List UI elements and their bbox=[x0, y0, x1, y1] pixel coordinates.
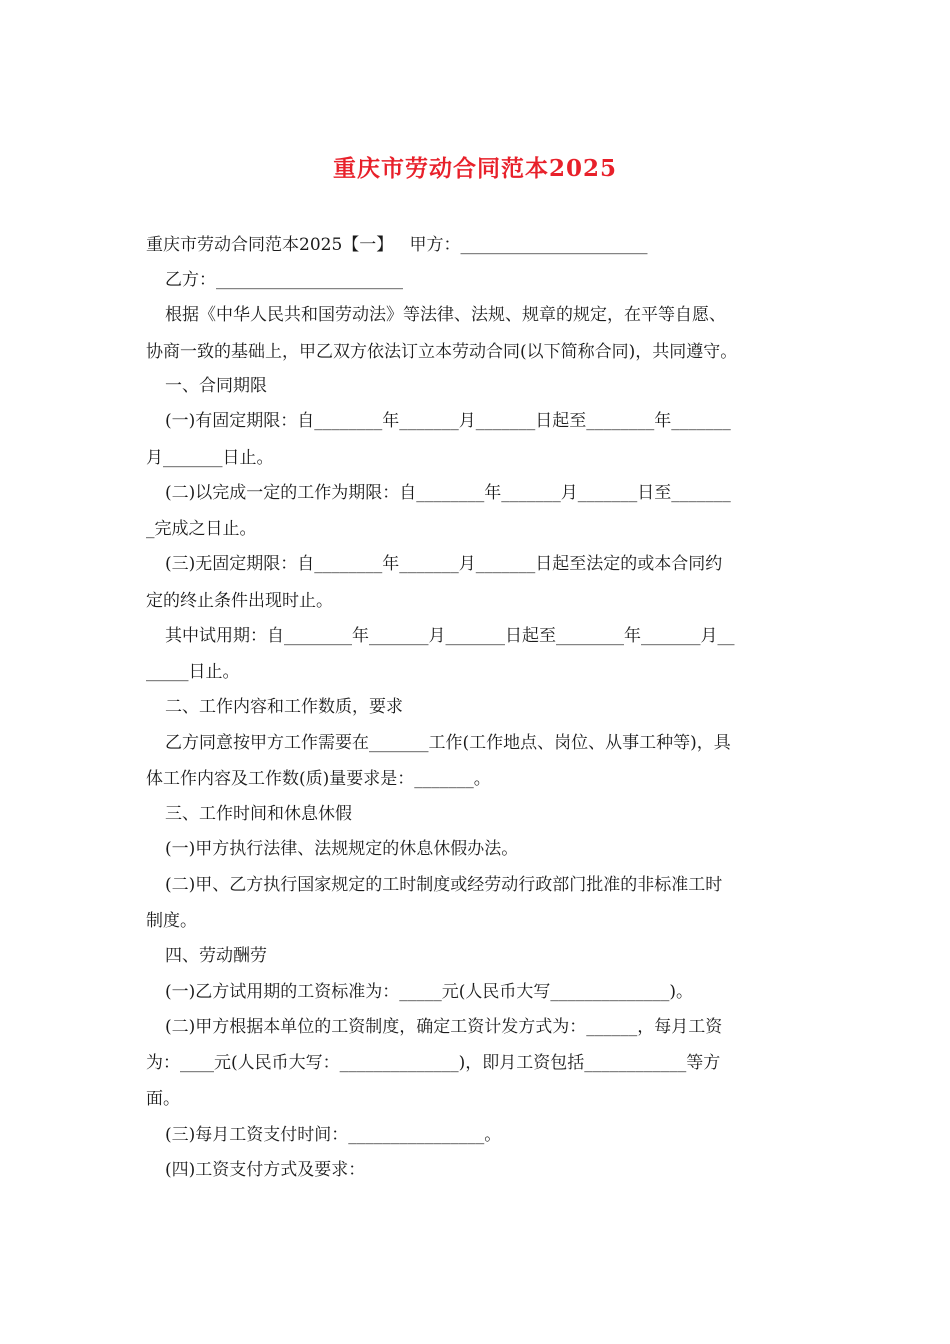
term-task-line-1: (二)以完成一定的工作为期限：自________年_______月_______日至_______ bbox=[165, 483, 731, 503]
hours-line-2: 制度。 bbox=[146, 911, 197, 931]
term-task-line-2: _完成之日止。 bbox=[146, 519, 257, 539]
preamble-line-1: 根据《中华人民共和国劳动法》等法律、法规、规章的规定，在平等自愿、 bbox=[165, 305, 726, 325]
probation-line-1: 其中试用期：自________年_______月_______日起至________年_______月__ bbox=[165, 626, 735, 646]
term-open-line-2: 定的终止条件出现时止。 bbox=[146, 591, 333, 611]
party-b-line: 乙方：______________________ bbox=[165, 270, 403, 290]
pay-method-line: (四)工资支付方式及要求： bbox=[165, 1160, 366, 1180]
wage-method-line-2: 为：____元(人民币大写：______________)，即月工资包括____________等方 bbox=[146, 1053, 721, 1073]
pay-time-line: (三)每月工资支付时间：________________。 bbox=[165, 1125, 502, 1145]
preamble-line-2: 协商一致的基础上，甲乙双方依法订立本劳动合同(以下简称合同)，共同遵守。 bbox=[146, 342, 738, 362]
term-fixed-line-2: 月_______日止。 bbox=[146, 448, 274, 468]
wage-method-line-1: (二)甲方根据本单位的工资制度，确定工资计发方式为：______，每月工资 bbox=[165, 1017, 723, 1037]
probation-line-2: _____日止。 bbox=[146, 662, 240, 682]
term-open-line-1: (三)无固定期限：自________年_______月_______日起至法定的或本合同约 bbox=[165, 554, 723, 574]
work-content-line-2: 体工作内容及工作数(质)量要求是：_______。 bbox=[146, 769, 491, 789]
hours-line-1: (二)甲、乙方执行国家规定的工时制度或经劳动行政部门批准的非标准工时 bbox=[165, 875, 723, 895]
section-heading-3: 三、工作时间和休息休假 bbox=[165, 804, 352, 824]
wage-method-line-3: 面。 bbox=[146, 1089, 180, 1109]
section-heading-4: 四、劳动酬劳 bbox=[165, 946, 267, 966]
term-fixed-line-1: (一)有固定期限：自________年_______月_______日起至________年_______ bbox=[165, 411, 731, 431]
section-heading-1: 一、合同期限 bbox=[165, 376, 267, 396]
party-a-line: 重庆市劳动合同范本2025【一】 甲方：______________________ bbox=[146, 235, 648, 255]
probation-wage-line: (一)乙方试用期的工资标准为：_____元(人民币大写______________)。 bbox=[165, 982, 694, 1002]
rest-line-1: (一)甲方执行法律、法规规定的休息休假办法。 bbox=[165, 839, 519, 859]
section-heading-2: 二、工作内容和工作数质，要求 bbox=[165, 697, 403, 717]
work-content-line-1: 乙方同意按甲方工作需要在_______工作(工作地点、岗位、从事工种等)，具 bbox=[165, 733, 731, 753]
document-title: 重庆市劳动合同范本2025 bbox=[332, 155, 617, 182]
